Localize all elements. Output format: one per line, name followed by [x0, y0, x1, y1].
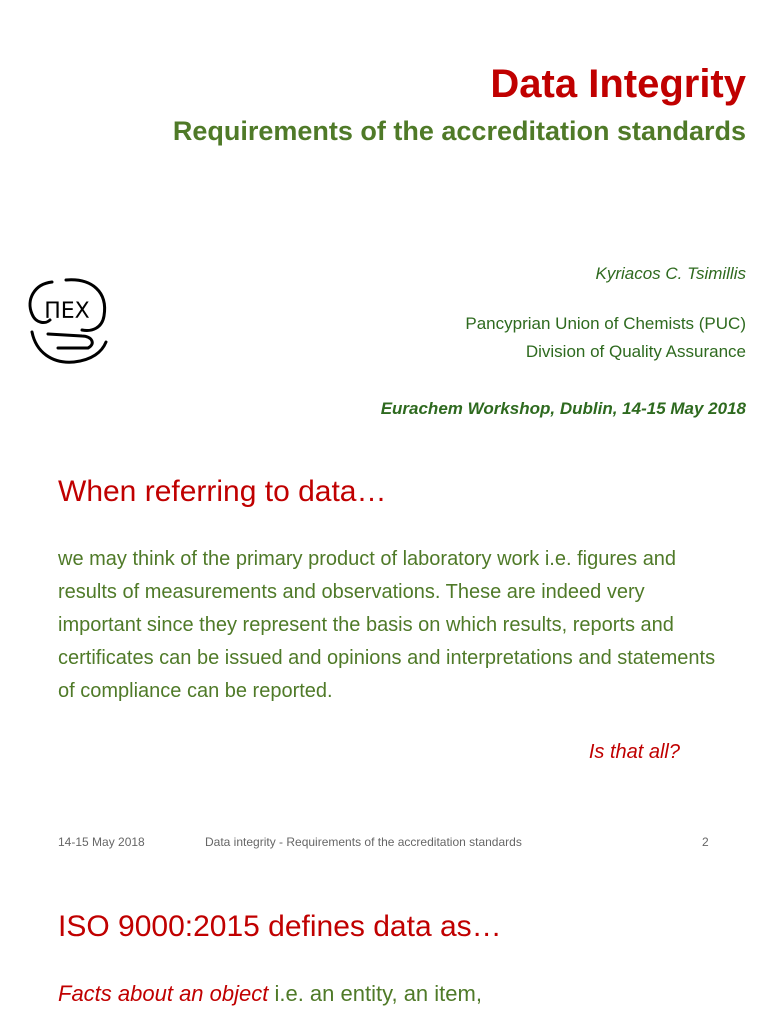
- organization: [465, 310, 746, 366]
- slide-body-text: we may think of the primary product of laboratory work i.e. figures and results of measurements and observations. These are indeed very important since they represent the basis on which results, reports and certificates can be issued and opinions and interpretations and statements of compliance can be reported.: [58, 548, 716, 702]
- footer-title: Data integrity - Requirements of the accreditation standards: [205, 835, 522, 849]
- slide-heading: ISO 9000:2015 defines data as…: [58, 910, 502, 943]
- author-name: Kyriacos C. Tsimillis: [595, 264, 746, 283]
- footer-date: 14-15 May 2018: [58, 835, 145, 849]
- org-division: Division of Quality Assurance: [525, 342, 746, 361]
- slide-subtitle: Requirements of the accreditation standards: [172, 116, 746, 146]
- content-slide-2: [0, 445, 768, 865]
- slide-title: Data Integrity: [490, 62, 746, 106]
- org-name: Pancyprian Union of Chemists (PUC): [465, 314, 746, 333]
- definition-rest: i.e. an entity, an item,: [268, 981, 482, 1006]
- definition-emphasis: Facts about an object: [58, 981, 269, 1006]
- slide-heading: When referring to data…: [58, 475, 387, 508]
- event-info: Eurachem Workshop, Dublin, 14-15 May 2018: [380, 399, 746, 418]
- definition-text: [58, 981, 482, 1007]
- content-slide-3: [0, 865, 768, 1024]
- logo-text: ΠΕΧ: [44, 299, 90, 324]
- slide-question: Is that all?: [588, 741, 680, 763]
- title-slide: [0, 0, 768, 445]
- puc-logo: [22, 272, 112, 372]
- footer-page-number: 2: [702, 835, 709, 849]
